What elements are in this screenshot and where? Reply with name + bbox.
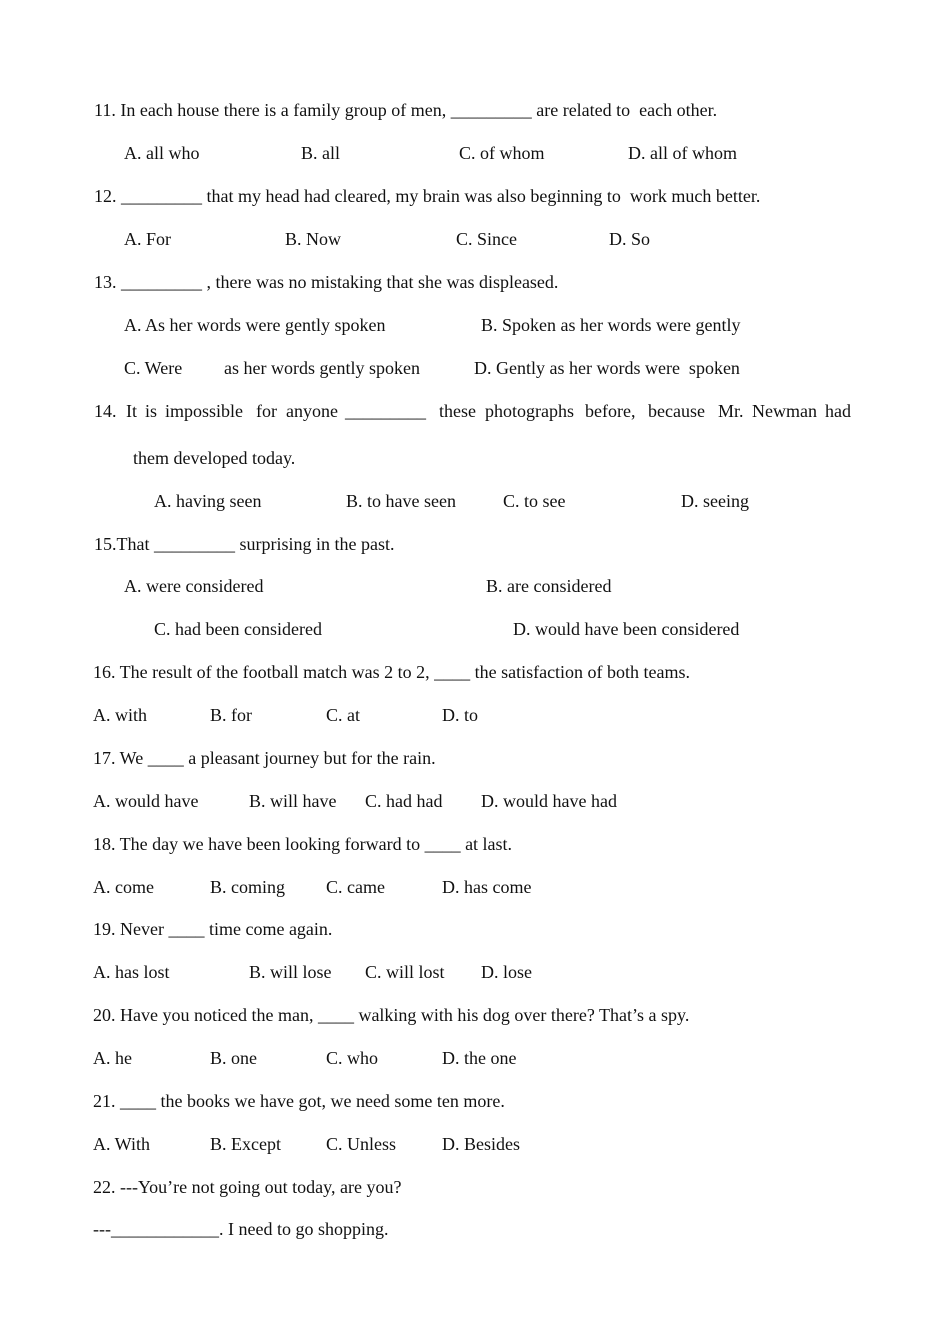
q21-option-b: B. Except xyxy=(210,1134,281,1154)
q12-option-c: C. Since xyxy=(456,229,517,249)
question-14-word: Newman xyxy=(752,401,817,421)
question-14-word: is xyxy=(145,401,158,421)
question-14-word: It xyxy=(126,401,137,421)
q18-option-d: D. has come xyxy=(442,877,532,897)
q14-option-b: B. to have seen xyxy=(346,491,456,511)
q13-option-c: C. Were xyxy=(124,358,183,378)
question-14-word: because xyxy=(648,401,705,421)
question-14-number: 14. xyxy=(94,401,117,421)
question-19: 19. Never ____ time come again. xyxy=(93,919,333,939)
q14-option-d: D. seeing xyxy=(681,491,749,511)
q20-option-d: D. the one xyxy=(442,1048,517,1068)
question-14-word: before, xyxy=(585,401,636,421)
q12-option-d: D. So xyxy=(609,229,651,249)
question-18: 18. The day we have been looking forward to ____ at last. xyxy=(93,834,513,854)
q19-option-d: D. lose xyxy=(481,962,532,982)
q19-option-a: A. has lost xyxy=(93,962,170,982)
q17-option-a: A. would have xyxy=(93,791,199,811)
q18-option-a: A. come xyxy=(93,877,154,897)
q18-option-b: B. coming xyxy=(210,877,285,897)
q11-option-c: C. of whom xyxy=(459,143,545,163)
question-16: 16. The result of the football match was 2 to 2, ____ the satisfaction of both teams. xyxy=(93,662,691,682)
question-14-word: these xyxy=(439,401,476,421)
q16-option-c: C. at xyxy=(326,705,360,725)
q19-option-b: B. will lose xyxy=(249,962,332,982)
question-22-response: ---____________. I need to go shopping. xyxy=(93,1219,389,1239)
q21-option-a: A. With xyxy=(93,1134,150,1154)
question-14-word: impossible xyxy=(165,401,244,421)
question-15: 15.That _________ surprising in the past. xyxy=(94,534,395,554)
q16-option-a: A. with xyxy=(93,705,147,725)
q15-option-c: C. had been considered xyxy=(154,619,322,639)
question-14-blank: _________ xyxy=(345,401,426,421)
question-22: 22. ---You’re not going out today, are you? xyxy=(93,1177,402,1197)
question-20: 20. Have you noticed the man, ____ walking with his dog over there? That’s a spy. xyxy=(93,1005,690,1025)
q17-option-c: C. had had xyxy=(365,791,443,811)
question-14-word: Mr. xyxy=(718,401,744,421)
q14-option-c: C. to see xyxy=(503,491,566,511)
q16-option-b: B. for xyxy=(210,705,252,725)
q15-option-d: D. would have been considered xyxy=(513,619,740,639)
q19-option-c: C. will lost xyxy=(365,962,445,982)
question-11: 11. In each house there is a family group of men, _________ are related to each other. xyxy=(94,100,718,120)
q13-option-d: D. Gently as her words were spoken xyxy=(474,358,740,378)
q15-option-b: B. are considered xyxy=(486,576,612,596)
q15-option-a: A. were considered xyxy=(124,576,264,596)
question-14-word: anyone xyxy=(286,401,338,421)
q12-option-a: A. For xyxy=(124,229,172,249)
question-14-word: had xyxy=(825,401,851,421)
question-14-word: for xyxy=(256,401,277,421)
q12-option-b: B. Now xyxy=(285,229,342,249)
q20-option-c: C. who xyxy=(326,1048,379,1068)
question-14-continuation: them developed today. xyxy=(133,448,296,468)
q21-option-c: C. Unless xyxy=(326,1134,397,1154)
q20-option-b: B. one xyxy=(210,1048,257,1068)
q16-option-d: D. to xyxy=(442,705,478,725)
q13-option-a: A. As her words were gently spoken xyxy=(124,315,386,335)
q17-option-d: D. would have had xyxy=(481,791,617,811)
q13-option-b: B. Spoken as her words were gently xyxy=(481,315,741,335)
question-14-word: photographs xyxy=(485,401,574,421)
q17-option-b: B. will have xyxy=(249,791,337,811)
q11-option-b: B. all xyxy=(301,143,340,163)
q20-option-a: A. he xyxy=(93,1048,132,1068)
question-13: 13. _________ , there was no mistaking that she was displeased. xyxy=(94,272,559,292)
q13-option-c-rest: as her words gently spoken xyxy=(224,358,420,378)
q18-option-c: C. came xyxy=(326,877,385,897)
q11-option-a: A. all who xyxy=(124,143,200,163)
question-12: 12. _________ that my head had cleared, my brain was also beginning to work much better. xyxy=(94,186,761,206)
question-21: 21. ____ the books we have got, we need some ten more. xyxy=(93,1091,505,1111)
q14-option-a: A. having seen xyxy=(154,491,262,511)
q21-option-d: D. Besides xyxy=(442,1134,520,1154)
question-17: 17. We ____ a pleasant journey but for the rain. xyxy=(93,748,436,768)
q11-option-d: D. all of whom xyxy=(628,143,737,163)
